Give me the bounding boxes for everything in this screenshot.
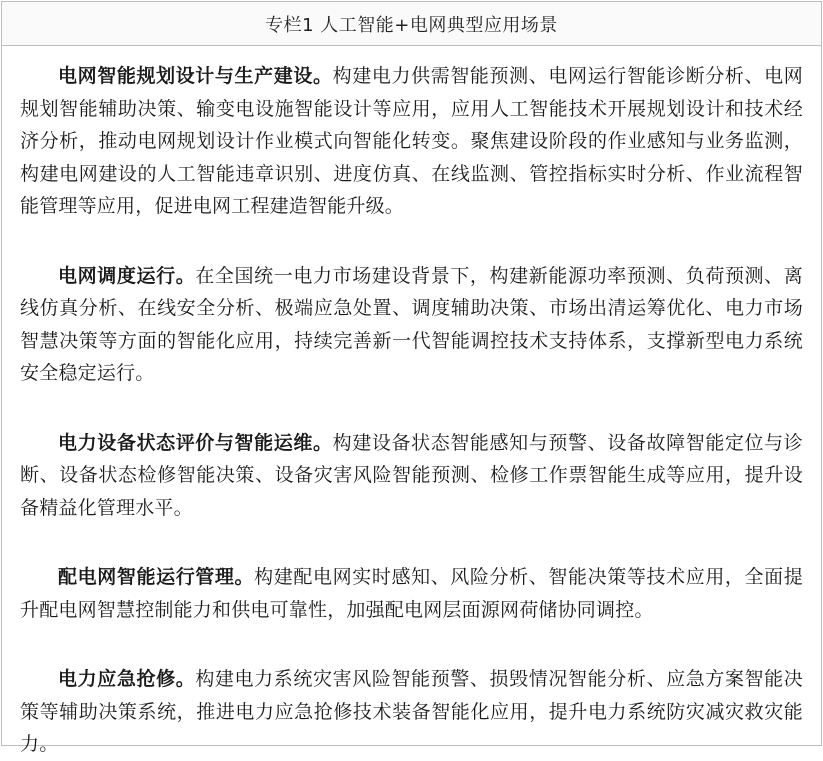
section-dispatch-operation [20,260,803,390]
box-content [2,46,821,761]
section-text: 在全国统一电力市场建设背景下，构建新能源功率预测、负荷预测、离线仿真分析、在线安全分析、极端应急处置、调度辅助决策、市场出清运筹优化、电力市场智慧决策等方面的智能化应用，持续完善新一代智能调控技术支持体系，支撑新型电力系统安全稳定运行。 [20,264,803,384]
section-text: 构建电力系统灾害风险智能预警、损毁情况智能分析、应急方案智能决策等辅助决策系统，推进电力应急抢修技术装备智能化应用，提升电力系统防灾减灾救灾能力。 [20,668,803,755]
section-text: 构建设备状态智能感知与预警、设备故障智能定位与诊断、设备状态检修智能决策、设备灾害风险智能预测、检修工作票智能生成等应用，提升设备精益化管理水平。 [20,431,803,519]
section-heading: 电网调度运行。 [58,264,196,287]
section-text: 构建电力供需智能预测、电网运行智能诊断分析、电网规划智能辅助决策、输变电设施智能设计等应用，应用人工智能技术开展规划设计和技术经济分析，推动电网规划设计作业模式向智能化转变。聚焦建设阶段的作业感知与业务监测，构建电网建设的人工智能违章识别、进度仿真、在线监测、管控指标实时分析、作业流程智能管理等应用，促进电网工程建造智能升级。 [20,65,803,217]
box-title: 专栏1 人工智能+电网典型应用场景 [2,2,821,46]
section-heading: 电网智能规划设计与生产建设。 [58,65,333,87]
section-heading: 电力设备状态评价与智能运维。 [58,431,333,454]
section-emergency-repair [20,663,803,761]
info-box [1,1,822,755]
section-heading: 配电网智能运行管理。 [58,566,255,588]
section-equipment-maintenance [20,427,803,525]
section-planning-construction [20,60,803,223]
section-text: 构建配电网实时感知、风险分析、智能决策等技术应用，全面提升配电网智慧控制能力和供电可靠性，加强配电网层面源网荷储协同调控。 [20,566,803,621]
section-distribution-management [20,561,803,626]
section-heading: 电力应急抢修。 [58,668,196,690]
